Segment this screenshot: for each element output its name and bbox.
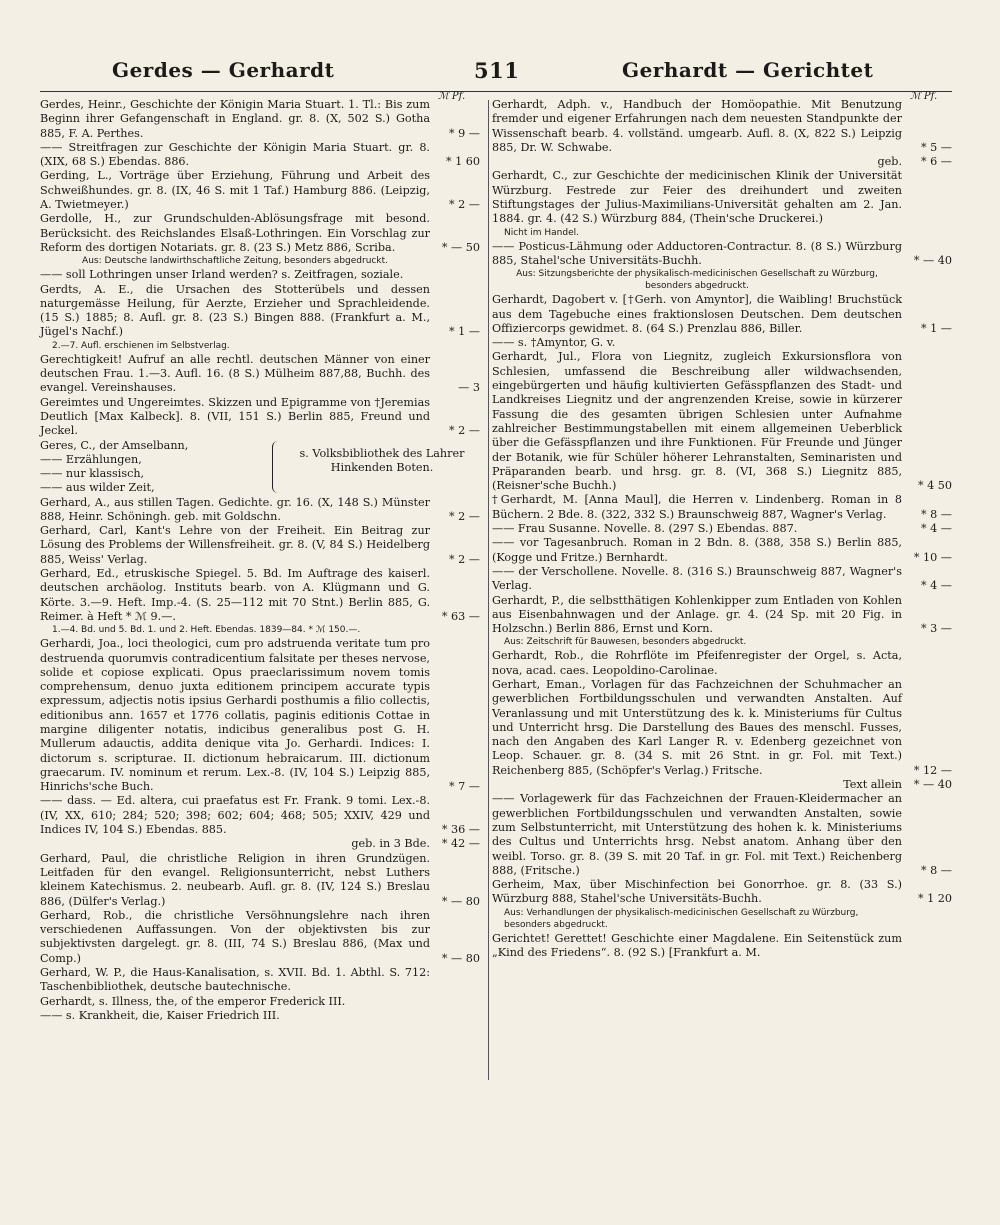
entry-text: —— s. Krankheit, die, Kaiser Friedrich III. (40, 1008, 280, 1022)
entry-note: Aus: Verhandlungen der physikalisch-medicinischen Gesellschaft zu Würzburg, besonders abgedruckt. (504, 907, 859, 930)
bibliography-entry (492, 565, 952, 594)
entry-note: Aus: Sitzungsberichte der physikalisch-medicinischen Gesellschaft zu Würzburg, besonders abgedruckt. (516, 269, 878, 292)
entry-text: Gerhardt, Adph. v., Handbuch der Homöopathie. Mit Benutzung fremder und eigener Erfahrungen nach dem neuesten Standpunkte der Wissenschaft bearb. 4. vollständ. umgearb. Aufl. 8. (X, 822 S.) Leipzig 885, Dr. W. Schwabe. (492, 98, 902, 154)
entry-text: —— dass. — Ed. altera, cui praefatus est Fr. Frank. 9 tomi. Lex.-8. (IV, XX, 610; 284; 520; 398; 602; 604; 468; 505; XXIV, 429 und Indices IV, 104 S.) Ebendas. 885. (40, 794, 430, 837)
cross-reference: s. Volksbibliothek des Lahrer Hinkenden Boten. (299, 446, 465, 474)
entry-text: —— der Verschollene. Novelle. 8. (316 S.) Braunschweig 887, Wagner's Verlag. (492, 564, 902, 593)
entry-text: Gerdts, A. E., die Ursachen des Stotterübels und dessen naturgemässe Heilung, für Aerzte, Erzieher und Sprachleidende. (15 S.) 1885; 8. Aufl. gr. 8. (23 S.) Bingen 888. (Frankfurt a. M., Jügel's Nachf.) (40, 282, 430, 339)
entry-text: Gerding, L., Vorträge über Erziehung, Führung und Arbeit des Schweißhundes. gr. 8. (IX, 46 S. mit 1 Taf.) Hamburg 886. (Leipzig, A. Twietmeyer.) (40, 169, 430, 212)
bibliography-entry (40, 496, 480, 525)
bibliography-entry (492, 98, 952, 155)
entry-note: Nicht im Handel. (504, 227, 580, 238)
entry-text: †Gerhardt, M. [Anna Maul], die Herren v. Lindenberg. Roman in 8 Büchern. 2 Bde. 8. (322, 332 S.) Braunschweig 887, Wagner's Verlag. (492, 493, 902, 521)
entry-text: Gerhard, Ed., etruskische Spiegel. 5. Bd. Im Auftrage des kaiserl. deutschen archäolog. Instituts bearb. von A. Klügmann und G. Körte. 3.—9. Heft. Imp.-4. (S. 25—112 mit 70 Stnt.) Berlin 885, G. Reimer. à Heft * ℳ 9.—. (40, 567, 430, 623)
entry-price: * 2 — (448, 509, 480, 523)
bibliography-entry (40, 995, 480, 1009)
entry-note: 2.—7. Aufl. erschienen im Selbstverlag. (52, 340, 230, 351)
entry-price: * 6 — (920, 155, 952, 169)
entry-price: * 7 — (448, 780, 480, 794)
bibliography-entry (492, 792, 952, 878)
bibliography-entry (40, 966, 480, 995)
entry-text: Gerheim, Max, über Mischinfection bei Gonorrhoe. gr. 8. (33 S.) Würzburg 888, Stahel'sche Universitäts-Buchh. (492, 878, 902, 906)
entry-text: Gerhard, Paul, die christliche Religion in ihren Grundzügen. Leitfaden für den evangel. Religionsunterricht, nebst Luthers kleinem Katechismus. 2. neubearb. Aufl. gr. 8. (IV, 124 S.) Breslau 886, (Dülfer's Verlag.) (40, 851, 430, 908)
bibliography-entry (40, 141, 480, 170)
header-right: Gerhardt — Gerichtet (622, 58, 874, 82)
bibliography-entry (40, 283, 480, 340)
entry-price: * 4 50 (917, 479, 952, 493)
entry-title: —— aus wilder Zeit, (40, 481, 155, 495)
entry-text: Gerhart, Eman., Vorlagen für das Fachzeichnen der Schuhmacher an gewerblichen Fortbildungsschulen und verwandten Anstalten. Auf Veranlassung und mit Unterstützung des k. k. Ministeriums für Cultus und Unterricht hrsg. Die Darstellung des Baues des menschl. Fusses, nach den Angaben des Karl Langer R. v. Edenberg gezeichnet von Leop. Schauer. gr. 8. (34 S. mit 26 Stnt. in gr. Fol. mit Text.) Reichenberg 885, (Schöpfer's Verlag.) Fritsche. (492, 677, 902, 777)
entry-text: —— Vorlagewerk für das Fachzeichnen der Frauen-Kleidermacher an gewerblichen Fortbildungsschulen und verwandten Anstalten, sowie zum Selbstunterricht, mit Unterstützung des hohen k. k. Ministeriums des Cultus und Unterrichts hrsg. Nebst anatom. Anhang über den weibl. Torso. gr. 8. (39 S. mit 20 Taf. in gr. Fol. mit Text.) Reichenberg 888, (Fritsche.) (492, 792, 902, 877)
entry-price: * 10 — (913, 550, 952, 564)
entry-price: * 2 — (448, 424, 480, 438)
entry-text: Gerhardt, C., zur Geschichte der medicinischen Klinik der Universität Würzburg. Festrede zur Feier des dreihundert und zweiten Stiftungstages der Julius-Maximilians-Universität gehalten am 2. Jan. 1884. gr. 4. (42 S.) Würzburg 884, (Thein'sche Druckerei.) (492, 169, 902, 226)
entry-price: — 3 (458, 381, 480, 395)
price-unit-label-right: ℳ Pf. (910, 91, 938, 102)
entry-text: Gerhard, A., aus stillen Tagen. Gedichte. gr. 16. (X, 148 S.) Münster 888, Heinr. Schöningh. geb. mit Goldschn. (40, 495, 430, 523)
bibliography-entry (492, 336, 952, 350)
bibliography-entry (492, 932, 952, 961)
entry-price: * 1 — (448, 325, 480, 339)
entry-price: * — 80 (441, 951, 480, 965)
entry-price: * 2 — (448, 552, 480, 566)
bibliography-entry (492, 240, 952, 269)
entry-price: * 63 — (441, 609, 480, 623)
entry-price: * — 40 (913, 778, 952, 792)
price-unit-label-left: ℳ Pf. (438, 91, 466, 102)
entry-price: * 4 — (920, 579, 952, 593)
bibliography-entry (492, 293, 952, 336)
bibliography-entry (492, 522, 952, 536)
entry-text: —— soll Lothringen unser Irland werden? s. Zeitfragen, soziale. (40, 268, 404, 282)
entry-price: * — 50 (441, 240, 480, 254)
entry-text: Gerhardi, Joa., loci theologici, cum pro adstruenda veritate tum pro destruenda quorumvis contradicentium falsitate per theses nervose, solide et copiose explicati. Opus praeclarissimum novem tomis comprehensum, denuo juxta editionem principem accurate typis expressum, adjectis notis ipsius Gerhardi posthumis a filio collectis, editionibus ann. 1657 et 1776 collatis, paginis editionis Cottae in margine diligenter notatis, indicibus generalibus post G. H. Mullerum adauctis, addita denique vita Jo. Gerhardi. Indices: I. dictorum s. scripturae. II. dictionum hebraicarum. III. dictionum graecarum. IV. nominum et rerum. Lex.-8. (IV, 104 S.) Leipzig 885, Hinrichs'sche Buch. (40, 637, 430, 794)
entry-text: geb. (877, 155, 902, 169)
entry-price: * 36 — (441, 823, 480, 837)
bibliography-entry (492, 536, 952, 565)
header-rule (40, 91, 952, 92)
entry-text: Gerhardt, Jul., Flora von Liegnitz, zugleich Exkursionsflora von Schlesien, umfassend die Beschreibung aller wildwachsenden, eingebürgerten und häufig kultivierten Gefässpflanzen des Stadt- und Landkreises Liegnitz und der angrenzenden Kreise, sowie in kürzerer Fassung die des gesamten übrigen Schlesien unter Aufnahme zahlreicher Bestimmungstabellen mit einem allgemeinen Ueberblick über die Gefässpflanzen und ihre Funktionen. Für Freunde und Jünger der Botanik, wie für Schüler höherer Lehranstalten, Seminaristen und Präparanden bearb. und hrsg. gr. 8. (VI, 368 S.) Liegnitz 885, (Reisner'sche Buchh.) (492, 350, 902, 493)
bibliography-entry (40, 169, 480, 212)
bibliography-entry (40, 268, 480, 282)
entry-price: * 8 — (920, 507, 952, 521)
entry-text: Gerdes, Heinr., Geschichte der Königin Maria Stuart. 1. Tl.: Bis zum Beginn ihrer Gefangenschaft in England. gr. 8. (X, 502 S.) Gotha 885, F. A. Perthes. (40, 98, 430, 140)
entry-text: —— s. †Amyntor, G. v. (492, 336, 616, 350)
bibliography-entry-group (40, 439, 480, 496)
entry-text: —— Streitfragen zur Geschichte der Königin Maria Stuart. gr. 8. (XIX, 68 S.) Ebendas. 886. (40, 140, 430, 169)
entry-text: Gerhard, W. P., die Haus-Kanalisation, s. XVII. Bd. 1. Abthl. S. 712: Taschenbibliothek, deutsche bautechnische. (40, 966, 430, 994)
bibliography-entry (40, 524, 480, 567)
entry-price: * — 80 (441, 894, 480, 908)
entry-note: Aus: Zeitschrift für Bauwesen, besonders abgedruckt. (504, 637, 747, 648)
entry-price: * 3 — (920, 622, 952, 636)
entry-price: * 1 — (920, 321, 952, 335)
entry-text: —— Frau Susanne. Novelle. 8. (297 S.) Ebendas. 887. (492, 522, 798, 536)
entry-text: Gerhard, Carl, Kant's Lehre von der Freiheit. Ein Beitrag zur Lösung des Problems der Willensfreiheit. gr. 8. (V, 84 S.) Heidelberg 885, Weiss' Verlag. (40, 524, 430, 566)
entry-text: Gerechtigkeit! Aufruf an alle rechtl. deutschen Männer von einer deutschen Frau. 1.—3. Aufl. 16. (8 S.) Mülheim 887,88, Buchh. des evangel. Vereinshauses. (40, 352, 430, 395)
bibliography-entry (492, 594, 952, 637)
entry-price: * 42 — (441, 837, 480, 851)
bibliography-entry (40, 794, 480, 837)
bibliography-entry (492, 155, 952, 169)
left-column (40, 98, 480, 1023)
bibliography-entry (40, 396, 480, 439)
entry-title: Geres, C., der Amselbann, (40, 438, 189, 452)
bibliography-entry (492, 778, 952, 792)
bibliography-entry (40, 637, 480, 794)
entry-text: Gereimtes und Ungereimtes. Skizzen und Epigramme von †Jeremias Deutlich [Max Kalbeck]. 8. (VII, 151 S.) Berlin 885, Freund und Jeckel. (40, 395, 430, 438)
bibliography-entry (40, 837, 480, 851)
entry-price: * 1 60 (445, 155, 480, 169)
entry-price: * 5 — (920, 140, 952, 154)
bibliography-entry (40, 852, 480, 909)
entry-price: * 4 — (920, 522, 952, 536)
entry-text: Gerhardt, s. Illness, the, of the emperor Frederick III. (40, 994, 346, 1008)
bibliography-entry (492, 878, 952, 907)
entry-text: Gerhard, Rob., die christliche Versöhnungslehre nach ihren verschiedenen Auffassungen. Von der objektivsten bis zur subjektivsten dargelegt. gr. 8. (III, 74 S.) Breslau 886, (Max und Comp.) (40, 908, 430, 965)
entry-price: * 8 — (920, 863, 952, 877)
bibliography-entry (40, 909, 480, 966)
entry-text: Gerdolle, H., zur Grundschulden-Ablösungsfrage mit besond. Berücksicht. des Reichslandes Elsaß-Lothringen. Ein Vorschlag zur Reform des dortigen Notariats. gr. 8. (23 S.) Metz 886, Scriba. (40, 212, 430, 254)
bibliography-entry (40, 567, 480, 624)
bibliography-entry (492, 350, 952, 493)
header-left: Gerdes — Gerhardt (112, 58, 335, 82)
entry-text: —— vor Tagesanbruch. Roman in 2 Bdn. 8. (388, 358 S.) Berlin 885, (Kogge und Fritze.) Bernhardt. (492, 536, 902, 564)
entry-text: Gerichtet! Gerettet! Geschichte einer Magdalene. Ein Seitenstück zum „Kind des Friedens“. 8. (92 S.) [Frankfurt a. M. (492, 931, 902, 960)
entry-price: * — 40 (913, 253, 952, 267)
curly-brace (272, 441, 281, 493)
entry-price: * 9 — (448, 126, 480, 140)
entry-title: —— nur klassisch, (40, 467, 145, 481)
entry-text: Gerhardt, Rob., die Rohrflöte im Pfeifenregister der Orgel, s. Acta, nova, acad. caes. Leopoldino-Carolinae. (492, 649, 902, 677)
entry-note: Aus: Deutsche landwirthschaftliche Zeitung, besonders abgedruckt. (82, 256, 388, 267)
column-separator (488, 100, 489, 1080)
entry-text: geb. in 3 Bde. (351, 837, 430, 851)
page-number: 511 (474, 58, 520, 83)
entry-text: Gerhardt, P., die selbstthätigen Kohlenkipper zum Entladen von Kohlen aus Eisenbahnwagen und der Anlage. gr. 4. (24 Sp. mit 20 Fig. in Holzschn.) Berlin 886, Ernst und Korn. (492, 593, 902, 636)
running-header (0, 58, 1000, 90)
entry-price: * 2 — (448, 198, 480, 212)
right-column (492, 98, 952, 960)
bibliography-entry (40, 353, 480, 396)
entry-note: 1.—4. Bd. und 5. Bd. 1. und 2. Heft. Ebendas. 1839—84. * ℳ 150.—. (52, 625, 361, 636)
bibliography-entry (40, 98, 480, 141)
entry-price: * 1 20 (917, 892, 952, 906)
entry-text: —— Posticus-Lähmung oder Adductoren-Contractur. 8. (8 S.) Würzburg 885, Stahel'sche Universitäts-Buchh. (492, 239, 902, 267)
bibliography-entry (492, 493, 952, 522)
entry-text: Text allein (843, 778, 902, 792)
bibliography-entry (492, 649, 952, 678)
bibliography-entry (40, 212, 480, 255)
bibliography-entry (492, 169, 952, 226)
entry-text: Gerhardt, Dagobert v. [†Gerh. von Amyntor], die Waibling! Bruchstück aus dem Tagebuche eines fraktionslosen Deutschen. Dem deutschen Offiziercorps gewidmet. 8. (64 S.) Prenzlau 886, Biller. (492, 293, 902, 335)
bibliography-entry (492, 678, 952, 778)
entry-title: —— Erzählungen, (40, 452, 142, 466)
entry-price: * 12 — (913, 763, 952, 777)
bibliography-entry (40, 1009, 480, 1023)
